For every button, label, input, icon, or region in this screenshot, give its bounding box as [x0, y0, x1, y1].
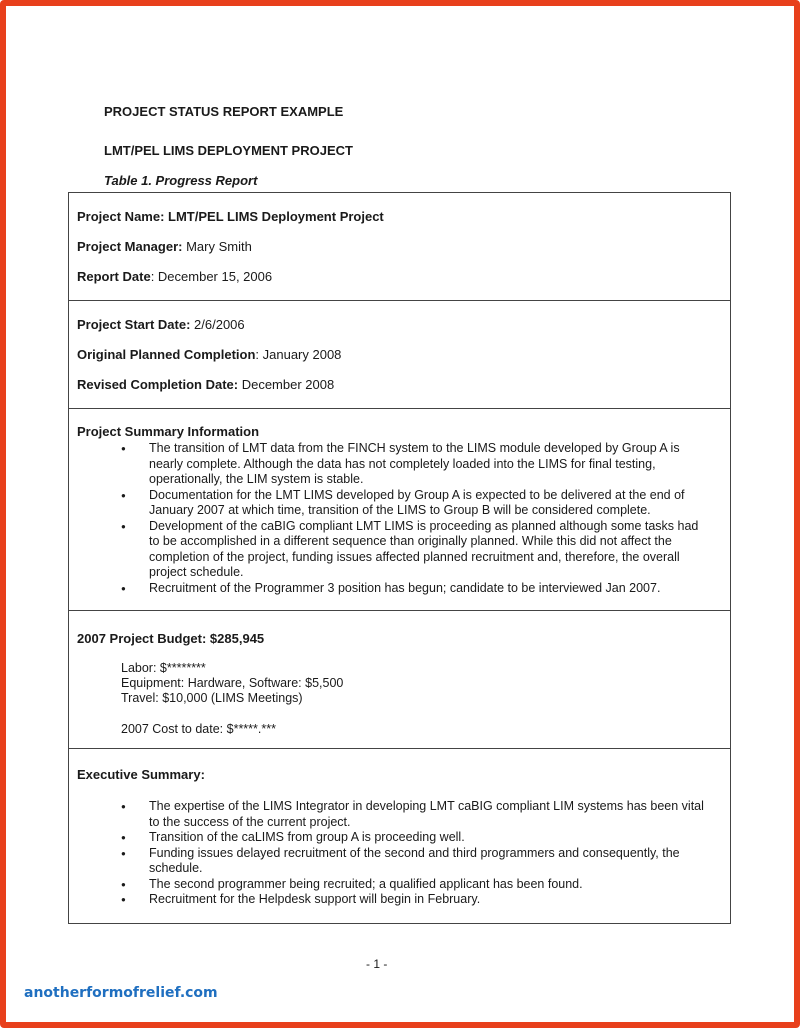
budget-section — [69, 611, 730, 749]
table-caption: Table 1. Progress Report — [104, 173, 258, 188]
budget-travel: Travel: $10,000 (LIMS Meetings) — [121, 691, 303, 705]
revised-completion-value: December 2008 — [238, 377, 335, 392]
revised-completion-label: Revised Completion Date: — [77, 377, 239, 392]
budget-cost-to-date: 2007 Cost to date: $*****.*** — [121, 722, 276, 736]
report-date-label: Report Date — [77, 269, 151, 284]
list-item: ● Recruitment of the Programmer 3 position has begun; candidate to be interviewed Jan 2007. — [69, 581, 709, 597]
document-subtitle: LMT/PEL LIMS DEPLOYMENT PROJECT — [104, 143, 353, 158]
executive-summary-section — [69, 749, 730, 923]
executive-summary-list — [69, 799, 709, 908]
project-summary-list — [69, 441, 709, 596]
list-item: ● Transition of the caLIMS from group A is proceeding well. — [69, 830, 709, 846]
progress-report-table — [68, 192, 731, 924]
list-item: ● The expertise of the LIMS Integrator in developing LMT caBIG compliant LIM systems has been vital to the success of the current project. — [69, 799, 709, 830]
watermark-text: anotherformofrelief.com — [24, 985, 218, 1001]
report-date — [77, 269, 272, 284]
document-title: PROJECT STATUS REPORT EXAMPLE — [104, 104, 344, 119]
start-date-label: Project Start Date: — [77, 317, 191, 332]
list-item: ● Recruitment for the Helpdesk support will begin in February. — [69, 892, 709, 908]
list-item: ● The transition of LMT data from the FINCH system to the LIMS module developed by Group A is nearly complete. Although the data has not completely loaded into the LIMS for final testing, operationally, the LIM system is stable. — [69, 441, 709, 488]
revised-completion-date — [77, 377, 334, 392]
project-manager-value: Mary Smith — [182, 239, 252, 254]
project-info-section — [69, 193, 730, 301]
executive-summary-heading: Executive Summary: — [77, 767, 205, 782]
original-planned-completion — [77, 347, 341, 362]
list-item: ● The second programmer being recruited; a qualified applicant has been found. — [69, 877, 709, 893]
budget-heading: 2007 Project Budget: $285,945 — [77, 631, 265, 646]
page-number: - 1 - — [366, 957, 388, 971]
start-date-value: 2/6/2006 — [190, 317, 245, 332]
planned-completion-value: : January 2008 — [255, 347, 342, 362]
report-date-value: : December 15, 2006 — [150, 269, 273, 284]
project-summary-section — [69, 409, 730, 611]
list-item: ● Development of the caBIG compliant LMT LIMS is proceeding as planned although some tasks had to be accomplished in a different sequence than originally planned. While this did not affect the completion of the project, funding issues affected planned recruitment and, therefore, the overall project schedule. — [69, 519, 709, 581]
project-start-date — [77, 317, 245, 332]
planned-completion-label: Original Planned Completion — [77, 347, 256, 362]
budget-labor: Labor: $******** — [121, 661, 206, 675]
project-dates-section — [69, 301, 730, 409]
project-name: Project Name: LMT/PEL LIMS Deployment Project — [77, 209, 384, 224]
project-manager-label: Project Manager: — [77, 239, 183, 254]
budget-equipment: Equipment: Hardware, Software: $5,500 — [121, 676, 344, 690]
project-summary-heading: Project Summary Information — [77, 424, 260, 439]
project-manager — [77, 239, 252, 254]
list-item: ● Funding issues delayed recruitment of the second and third programmers and consequently, the schedule. — [69, 846, 709, 877]
list-item: ● Documentation for the LMT LIMS developed by Group A is expected to be delivered at the end of January 2007 at which time, transition of the LIMS to Group B will be considered complete. — [69, 488, 709, 519]
